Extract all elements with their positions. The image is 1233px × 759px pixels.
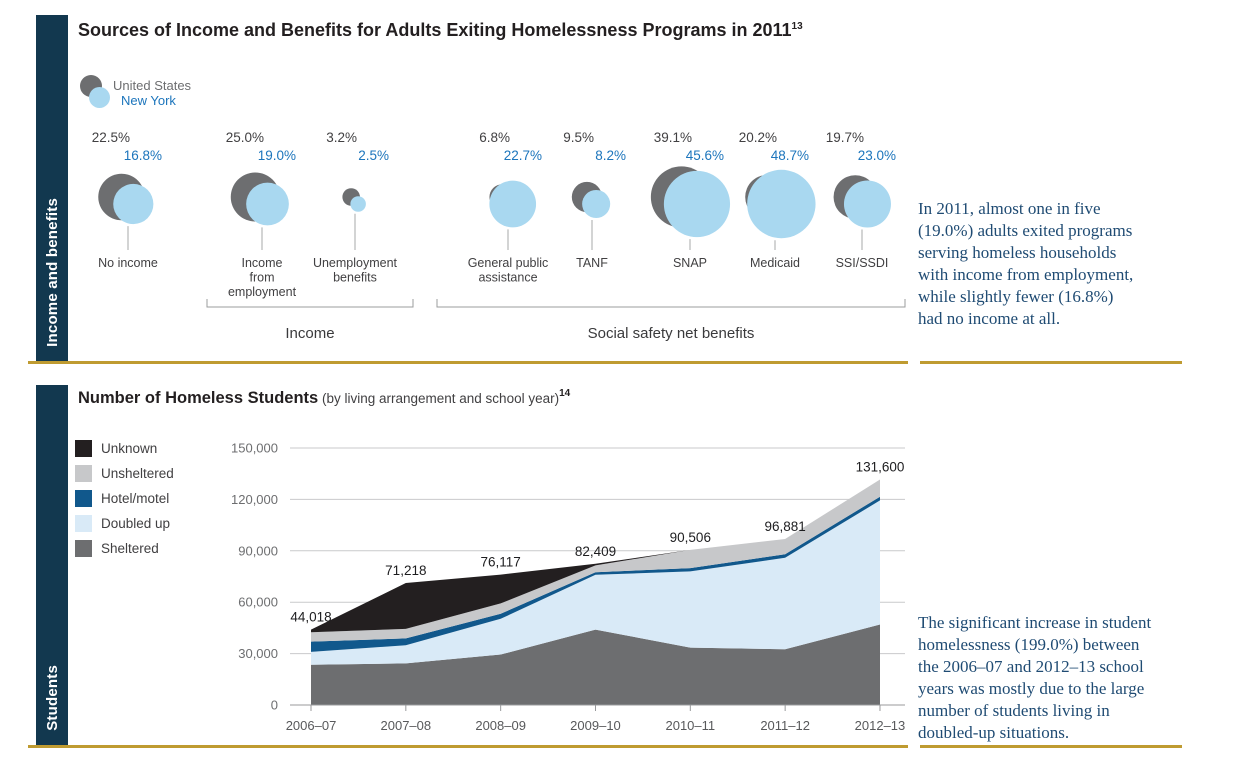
category-label-tanf: TANF bbox=[576, 256, 608, 270]
group-label-income: Income bbox=[285, 325, 335, 342]
total-label-2006-07: 44,018 bbox=[290, 609, 332, 625]
us-percent-medicaid: 20.2% bbox=[738, 130, 777, 145]
note-line: with income from employment, bbox=[918, 265, 1134, 284]
income-title-text: Sources of Income and Benefits for Adults Exiting Homelessness Programs in 2011 bbox=[78, 20, 792, 40]
ny-percent-medicaid: 48.7% bbox=[770, 148, 809, 163]
category-label-snap: SNAP bbox=[672, 256, 708, 270]
legend-item-sheltered bbox=[75, 536, 174, 561]
group-label-social-safety-net-benefits: Social safety net benefits bbox=[587, 325, 755, 342]
students-chart-legend bbox=[75, 436, 174, 561]
students-sidebar-label: Students bbox=[43, 665, 61, 731]
legend-item-unknown bbox=[75, 436, 174, 461]
x-tick-label-2011-12: 2011–12 bbox=[760, 718, 810, 733]
students-area-chart bbox=[215, 435, 915, 745]
note-line: years was mostly due to the large bbox=[918, 679, 1145, 698]
united-states-legend-label: United States bbox=[113, 78, 192, 93]
students-title-subtitle: (by living arrangement and school year) bbox=[318, 391, 560, 406]
income-footnote-marker: 13 bbox=[791, 21, 803, 32]
note-line: number of students living in bbox=[918, 701, 1110, 720]
income-note bbox=[918, 198, 1208, 330]
students-note bbox=[918, 612, 1208, 744]
legend-swatch-hotel-motel bbox=[75, 490, 92, 507]
category-label-ssi-ssdi: SSI/SSDI bbox=[835, 256, 889, 270]
total-label-2011-12: 96,881 bbox=[764, 519, 806, 535]
ny-percent-snap: 45.6% bbox=[685, 148, 724, 163]
category-label-income-from-employment: from bbox=[249, 270, 275, 285]
total-label-2007-08: 71,218 bbox=[385, 562, 427, 578]
x-tick-label-2012-13: 2012–13 bbox=[854, 718, 906, 733]
bracket-income bbox=[207, 299, 413, 307]
students-footnote-marker: 14 bbox=[559, 388, 571, 399]
us-percent-ssi-ssdi: 19.7% bbox=[825, 130, 864, 145]
note-line: had no income at all. bbox=[918, 309, 1061, 328]
students-section-title bbox=[78, 388, 570, 408]
legend-label-sheltered: Sheltered bbox=[101, 541, 159, 556]
students-sidebar bbox=[36, 385, 68, 745]
ny-percent-income-from-employment: 19.0% bbox=[257, 148, 296, 163]
category-label-income-from-employment: Income bbox=[241, 256, 283, 270]
us-percent-no-income: 22.5% bbox=[91, 130, 130, 145]
ny-bubble-ssi-ssdi bbox=[844, 181, 891, 228]
income-benefits-sidebar-label: Income and benefits bbox=[43, 198, 61, 347]
ny-bubble-no-income bbox=[113, 184, 153, 224]
ny-percent-unemployment-benefits: 2.5% bbox=[358, 148, 389, 163]
income-bubble-chart bbox=[60, 120, 920, 355]
y-tick-label-0: 0 bbox=[270, 697, 278, 713]
total-label-2009-10: 82,409 bbox=[574, 543, 617, 559]
x-tick-label-2007-08: 2007–08 bbox=[380, 718, 432, 733]
ny-percent-no-income: 16.8% bbox=[123, 148, 162, 163]
x-tick-label-2006-07: 2006–07 bbox=[285, 718, 337, 733]
legend-item-hotel-motel bbox=[75, 486, 174, 511]
note-line: serving homeless households bbox=[918, 243, 1117, 262]
us-percent-snap: 39.1% bbox=[653, 130, 692, 145]
y-tick-label-30000: 30,000 bbox=[238, 646, 278, 662]
students-title-text: Number of Homeless Students bbox=[78, 389, 319, 407]
category-label-general-public-assistance: General public bbox=[467, 256, 549, 270]
x-tick-label-2009-10: 2009–10 bbox=[570, 718, 621, 733]
legend-label-unknown: Unknown bbox=[101, 441, 158, 456]
category-label-no-income: No income bbox=[98, 256, 158, 270]
note-line: In 2011, almost one in five bbox=[918, 199, 1101, 218]
note-line: The significant increase in student bbox=[918, 613, 1152, 632]
total-label-2008-09: 76,117 bbox=[480, 554, 521, 570]
bracket-social-safety-net-benefits bbox=[437, 299, 905, 307]
y-tick-label-120000: 120,000 bbox=[231, 491, 278, 507]
total-label-2012-13: 131,600 bbox=[855, 459, 905, 475]
legend-swatch-unsheltered bbox=[75, 465, 92, 482]
ny-bubble-unemployment-benefits bbox=[350, 196, 365, 211]
y-tick-label-60000: 60,000 bbox=[238, 594, 278, 610]
ny-percent-ssi-ssdi: 23.0% bbox=[857, 148, 896, 163]
legend-swatch-sheltered bbox=[75, 540, 92, 557]
legend-item-unsheltered bbox=[75, 461, 174, 486]
category-label-unemployment-benefits: Unemployment bbox=[312, 256, 398, 270]
us-percent-unemployment-benefits: 3.2% bbox=[326, 130, 357, 145]
note-line: the 2006–07 and 2012–13 school bbox=[918, 657, 1144, 676]
ny-bubble-general-public-assistance bbox=[489, 181, 536, 228]
us-percent-general-public-assistance: 6.8% bbox=[479, 130, 510, 145]
new-york-legend-label: New York bbox=[121, 93, 176, 108]
us-percent-tanf: 9.5% bbox=[563, 130, 594, 145]
us-percent-income-from-employment: 25.0% bbox=[225, 130, 264, 145]
note-line: homelessness (199.0%) between bbox=[918, 635, 1140, 654]
legend-swatch-unknown bbox=[75, 440, 92, 457]
income-section-rule bbox=[28, 361, 908, 364]
total-label-2010-11: 90,506 bbox=[669, 529, 711, 545]
ny-bubble-snap bbox=[664, 171, 730, 237]
category-label-medicaid: Medicaid bbox=[749, 256, 801, 270]
new-york-legend-circle bbox=[89, 87, 110, 108]
legend-label-unsheltered: Unsheltered bbox=[101, 466, 174, 481]
y-tick-label-90000: 90,000 bbox=[238, 543, 278, 559]
students-section-rule bbox=[28, 745, 908, 748]
category-label-income-from-employment: employment bbox=[227, 285, 297, 299]
ny-bubble-medicaid bbox=[747, 170, 815, 238]
income-note-rule bbox=[920, 361, 1182, 364]
ny-bubble-tanf bbox=[582, 190, 610, 218]
legend-label-hotel-motel: Hotel/motel bbox=[101, 491, 170, 506]
legend-swatch-doubled-up bbox=[75, 515, 92, 532]
legend-label-doubled-up: Doubled up bbox=[101, 516, 171, 531]
income-section-title bbox=[78, 20, 803, 41]
x-tick-label-2008-09: 2008–09 bbox=[475, 718, 526, 733]
legend-item-doubled-up bbox=[75, 511, 174, 536]
category-label-general-public-assistance: assistance bbox=[478, 270, 538, 285]
ny-percent-general-public-assistance: 22.7% bbox=[503, 148, 542, 163]
ny-percent-tanf: 8.2% bbox=[595, 148, 626, 163]
category-label-unemployment-benefits: benefits bbox=[333, 270, 377, 285]
students-note-rule bbox=[920, 745, 1182, 748]
us-ny-legend bbox=[80, 74, 300, 126]
x-tick-label-2010-11: 2010–11 bbox=[665, 718, 716, 733]
note-line: while slightly fewer (16.8%) bbox=[918, 287, 1114, 306]
note-line: (19.0%) adults exited programs bbox=[918, 221, 1133, 240]
note-line: doubled-up situations. bbox=[918, 723, 1070, 742]
y-tick-label-150000: 150,000 bbox=[231, 440, 278, 456]
ny-bubble-income-from-employment bbox=[246, 183, 289, 226]
